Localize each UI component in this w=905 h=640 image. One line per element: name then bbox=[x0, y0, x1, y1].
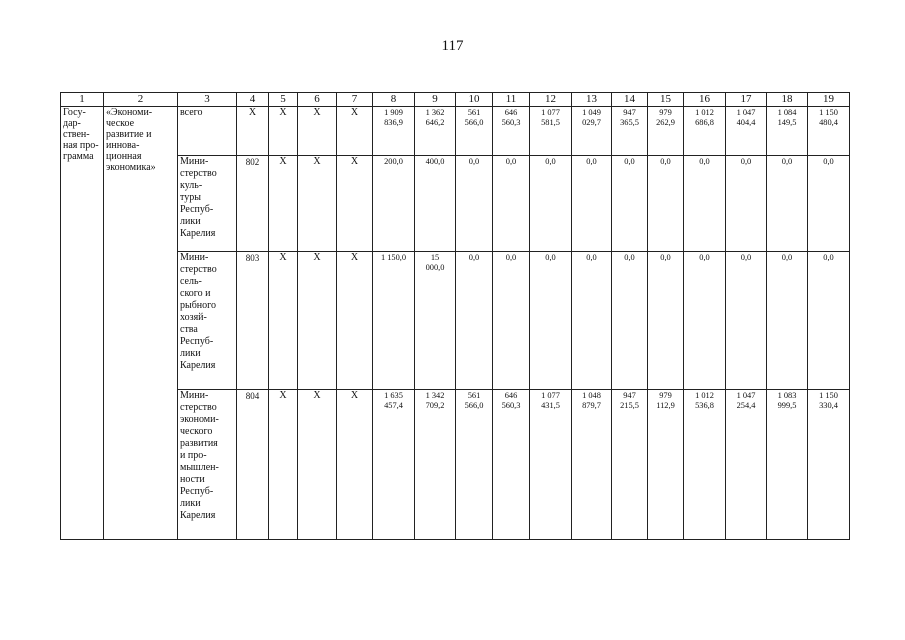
header-cell: 6 bbox=[298, 93, 337, 107]
header-cell: 16 bbox=[684, 93, 726, 107]
value-cell: 1 083 999,5 bbox=[767, 390, 808, 540]
x-cell: X bbox=[337, 252, 373, 390]
value-cell: 0,0 bbox=[808, 156, 850, 252]
header-cell: 15 bbox=[648, 93, 684, 107]
value-cell: 0,0 bbox=[456, 252, 493, 390]
x-cell: X bbox=[269, 390, 298, 540]
value-cell: 0,0 bbox=[726, 252, 767, 390]
value-cell: 0,0 bbox=[530, 252, 572, 390]
value-cell: 0,0 bbox=[684, 156, 726, 252]
header-cell: 4 bbox=[237, 93, 269, 107]
value-cell: 947 215,5 bbox=[612, 390, 648, 540]
value-cell: 0,0 bbox=[530, 156, 572, 252]
header-cell: 10 bbox=[456, 93, 493, 107]
value-cell: 646 560,3 bbox=[493, 390, 530, 540]
value-cell: 0,0 bbox=[648, 156, 684, 252]
value-cell: 1 077 431,5 bbox=[530, 390, 572, 540]
value-cell: 400,0 bbox=[415, 156, 456, 252]
value-cell: 0,0 bbox=[684, 252, 726, 390]
value-cell: 0,0 bbox=[726, 156, 767, 252]
table-row bbox=[61, 390, 850, 540]
value-cell: 1 012 686,8 bbox=[684, 107, 726, 156]
value-cell: 0,0 bbox=[572, 252, 612, 390]
value-cell: 1 150 480,4 bbox=[808, 107, 850, 156]
x-cell: X bbox=[298, 252, 337, 390]
value-cell: 1 342 709,2 bbox=[415, 390, 456, 540]
value-cell: 1 084 149,5 bbox=[767, 107, 808, 156]
header-cell: 1 bbox=[61, 93, 104, 107]
table-row bbox=[61, 107, 850, 156]
code-cell: 804 bbox=[237, 390, 269, 540]
value-cell: 0,0 bbox=[767, 156, 808, 252]
value-cell: 1 150,0 bbox=[373, 252, 415, 390]
value-cell: 561 566,0 bbox=[456, 390, 493, 540]
value-cell: 979 262,9 bbox=[648, 107, 684, 156]
value-cell: 1 047 254,4 bbox=[726, 390, 767, 540]
value-cell: 0,0 bbox=[808, 252, 850, 390]
header-cell: 11 bbox=[493, 93, 530, 107]
value-cell: 0,0 bbox=[648, 252, 684, 390]
header-cell: 2 bbox=[104, 93, 178, 107]
value-cell: 1 150 330,4 bbox=[808, 390, 850, 540]
x-cell: X bbox=[337, 390, 373, 540]
x-cell: X bbox=[298, 156, 337, 252]
executor-cell: всего bbox=[178, 107, 237, 156]
value-cell: 947 365,5 bbox=[612, 107, 648, 156]
x-cell: X bbox=[298, 390, 337, 540]
page-number: 117 bbox=[441, 38, 464, 54]
value-cell: 561 566,0 bbox=[456, 107, 493, 156]
value-cell: 15 000,0 bbox=[415, 252, 456, 390]
x-cell: X bbox=[269, 156, 298, 252]
value-cell: 1 048 879,7 bbox=[572, 390, 612, 540]
value-cell: 0,0 bbox=[612, 156, 648, 252]
header-cell: 17 bbox=[726, 93, 767, 107]
header-cell: 3 bbox=[178, 93, 237, 107]
code-cell: 803 bbox=[237, 252, 269, 390]
value-cell: 1 047 404,4 bbox=[726, 107, 767, 156]
header-cell: 14 bbox=[612, 93, 648, 107]
value-cell: 0,0 bbox=[493, 156, 530, 252]
value-cell: 1 077 581,5 bbox=[530, 107, 572, 156]
program-name-cell: «Экономи- ческое развитие и иннова- ционная экономика» bbox=[104, 107, 178, 540]
x-cell: X bbox=[298, 107, 337, 156]
x-cell: X bbox=[337, 107, 373, 156]
value-cell: 1 049 029,7 bbox=[572, 107, 612, 156]
x-cell: X bbox=[269, 252, 298, 390]
header-cell: 5 bbox=[269, 93, 298, 107]
value-cell: 646 560,3 bbox=[493, 107, 530, 156]
header-cell: 9 bbox=[415, 93, 456, 107]
header-row bbox=[61, 93, 850, 107]
executor-cell: Мини- стерство куль- туры Респуб- лики Карелия bbox=[178, 156, 237, 252]
value-cell: 1 012 536,8 bbox=[684, 390, 726, 540]
code-cell: X bbox=[237, 107, 269, 156]
header-cell: 19 bbox=[808, 93, 850, 107]
value-cell: 0,0 bbox=[767, 252, 808, 390]
value-cell: 200,0 bbox=[373, 156, 415, 252]
program-type-cell: Госу- дар- ствен- ная про- грамма bbox=[61, 107, 104, 540]
executor-cell: Мини- стерство экономи- ческого развития и про- мышлен- ности Респуб- лики Карелия bbox=[178, 390, 237, 540]
x-cell: X bbox=[337, 156, 373, 252]
value-cell: 0,0 bbox=[572, 156, 612, 252]
executor-cell: Мини- стерство сель- ского и рыбного хозяй- ства Респуб- лики Карелия bbox=[178, 252, 237, 390]
header-cell: 7 bbox=[337, 93, 373, 107]
value-cell: 0,0 bbox=[493, 252, 530, 390]
x-cell: X bbox=[269, 107, 298, 156]
budget-table bbox=[60, 92, 850, 540]
table-row bbox=[61, 156, 850, 252]
table-row bbox=[61, 252, 850, 390]
value-cell: 979 112,9 bbox=[648, 390, 684, 540]
value-cell: 1 635 457,4 bbox=[373, 390, 415, 540]
value-cell: 1 362 646,2 bbox=[415, 107, 456, 156]
header-cell: 8 bbox=[373, 93, 415, 107]
value-cell: 0,0 bbox=[612, 252, 648, 390]
code-cell: 802 bbox=[237, 156, 269, 252]
header-cell: 12 bbox=[530, 93, 572, 107]
header-cell: 13 bbox=[572, 93, 612, 107]
header-cell: 18 bbox=[767, 93, 808, 107]
value-cell: 1 909 836,9 bbox=[373, 107, 415, 156]
value-cell: 0,0 bbox=[456, 156, 493, 252]
